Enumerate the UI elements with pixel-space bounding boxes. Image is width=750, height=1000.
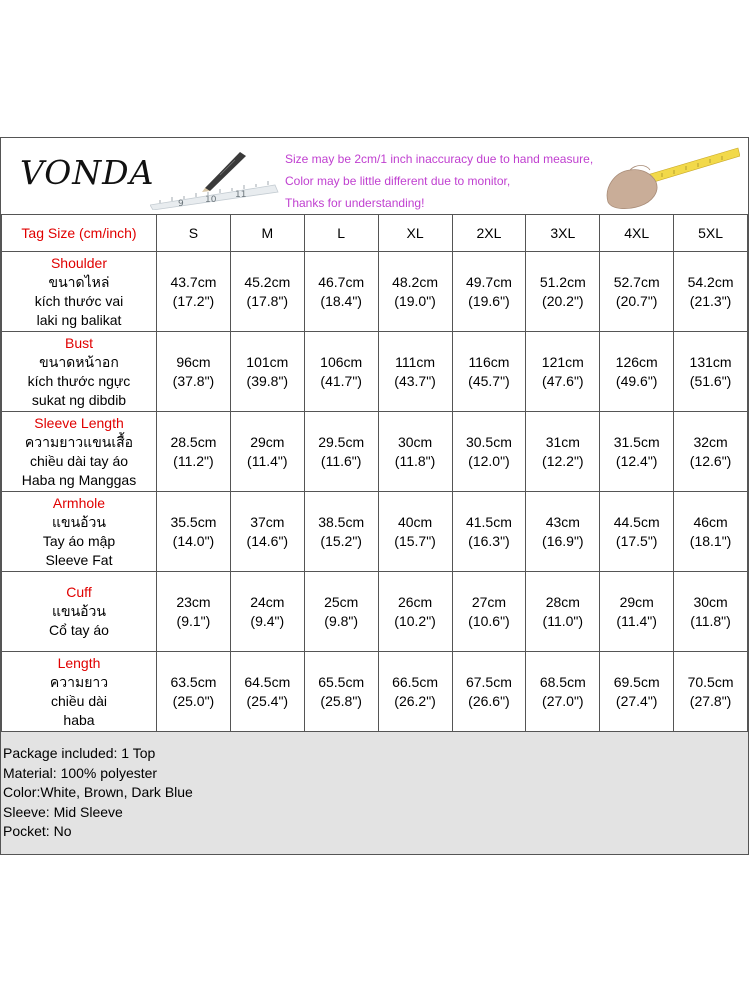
measurement-value-cell bbox=[674, 572, 748, 652]
value-inch: (20.7") bbox=[615, 292, 658, 309]
value-inch: (20.2") bbox=[542, 292, 584, 309]
measurement-translation: ขนาดหน้าอก bbox=[39, 353, 119, 370]
measurement-translation: Cổ tay áo bbox=[49, 622, 109, 638]
measurement-notes bbox=[285, 148, 593, 214]
measurement-value-cell bbox=[452, 252, 526, 332]
measurement-value-cell bbox=[378, 492, 452, 572]
measurement-value-cell bbox=[452, 332, 526, 412]
value-cm: 49.7cm bbox=[465, 273, 512, 290]
value-inch: (39.8") bbox=[246, 372, 289, 389]
value-cm: 66.5cm bbox=[392, 673, 439, 690]
value-cm: 31.5cm bbox=[613, 433, 660, 450]
measurement-value-cell bbox=[600, 332, 674, 412]
value-cm: 43.7cm bbox=[170, 273, 217, 290]
tag-size-header: Tag Size (cm/inch) bbox=[2, 215, 157, 252]
product-info bbox=[1, 732, 748, 854]
value-cm: 31cm bbox=[545, 433, 580, 450]
measurement-value-cell bbox=[600, 492, 674, 572]
value-cm: 41.5cm bbox=[465, 513, 512, 530]
value-cm: 106cm bbox=[320, 353, 363, 370]
measurement-name: Shoulder bbox=[50, 254, 108, 271]
value-cm: 38.5cm bbox=[318, 513, 365, 530]
size-label: 4XL bbox=[600, 215, 674, 252]
value-inch: (11.8") bbox=[394, 452, 436, 469]
value-cm: 29.5cm bbox=[318, 433, 365, 450]
value-inch: (12.0") bbox=[468, 452, 510, 469]
measurement-value-cell bbox=[600, 252, 674, 332]
value-inch: (9.4") bbox=[250, 612, 285, 629]
value-cm: 65.5cm bbox=[318, 673, 365, 690]
value-inch: (14.0") bbox=[172, 532, 215, 549]
value-inch: (11.4") bbox=[616, 612, 657, 629]
measurement-value-cell bbox=[230, 252, 304, 332]
ruler-label-9: 9 bbox=[178, 199, 184, 209]
ruler-pencil-illustration bbox=[150, 150, 280, 210]
info-sleeve: Sleeve: Mid Sleeve bbox=[3, 803, 123, 820]
measurement-value-cell bbox=[452, 652, 526, 732]
size-label: M bbox=[230, 215, 304, 252]
measurement-value-cell bbox=[600, 412, 674, 492]
size-label: 2XL bbox=[452, 215, 526, 252]
brand-logo: VONDA bbox=[20, 153, 155, 192]
value-inch: (25.0") bbox=[172, 692, 215, 709]
value-inch: (9.1") bbox=[176, 612, 211, 629]
measurement-translation: ความยาวแขนเสื้อ bbox=[24, 433, 134, 450]
value-cm: 126cm bbox=[615, 353, 658, 370]
size-label: 3XL bbox=[526, 215, 600, 252]
measurement-row bbox=[2, 652, 748, 732]
measurement-name: Cuff bbox=[66, 584, 92, 600]
value-cm: 121cm bbox=[541, 353, 584, 370]
measurement-value-cell bbox=[526, 572, 600, 652]
value-cm: 70.5cm bbox=[687, 673, 734, 690]
measurement-value-cell bbox=[304, 572, 378, 652]
measurement-value-cell bbox=[378, 332, 452, 412]
measurement-translation: haba bbox=[63, 711, 95, 728]
measurement-translation: kích thước vai bbox=[34, 292, 124, 309]
measurement-value-cell bbox=[157, 492, 231, 572]
measurement-value-cell bbox=[157, 572, 231, 652]
value-cm: 69.5cm bbox=[613, 673, 660, 690]
measurement-row bbox=[2, 492, 748, 572]
measurement-label-cell bbox=[2, 252, 157, 332]
measurement-value-cell bbox=[304, 332, 378, 412]
value-cm: 32cm bbox=[693, 433, 728, 450]
measurement-value-cell bbox=[230, 572, 304, 652]
measurement-translation: sukat ng dibdib bbox=[31, 391, 127, 408]
measurement-value-cell bbox=[378, 572, 452, 652]
size-table bbox=[1, 214, 748, 732]
measurement-value-cell bbox=[674, 652, 748, 732]
value-cm: 25cm bbox=[324, 593, 359, 610]
value-inch: (41.7") bbox=[320, 372, 362, 389]
value-inch: (11.8") bbox=[690, 612, 731, 629]
measurement-value-cell bbox=[674, 332, 748, 412]
value-cm: 63.5cm bbox=[170, 673, 217, 690]
measurement-label-cell bbox=[2, 572, 157, 652]
size-label: L bbox=[304, 215, 378, 252]
measurement-value-cell bbox=[526, 252, 600, 332]
measurement-value-cell bbox=[230, 412, 304, 492]
value-inch: (45.7") bbox=[468, 372, 510, 389]
value-inch: (14.6") bbox=[246, 532, 289, 549]
measurement-value-cell bbox=[230, 652, 304, 732]
note-line: Size may be 2cm/1 inch inaccuracy due to hand measure, bbox=[285, 152, 594, 166]
value-inch: (18.4") bbox=[320, 292, 362, 309]
value-inch: (27.4") bbox=[615, 692, 658, 709]
measurement-translation: Tay áo mập bbox=[42, 532, 116, 549]
measurement-value-cell bbox=[230, 332, 304, 412]
measurement-value-cell bbox=[526, 332, 600, 412]
info-package: Package included: 1 Top bbox=[3, 745, 156, 761]
value-cm: 116cm bbox=[468, 353, 510, 370]
measurement-translation: Sleeve Fat bbox=[45, 551, 113, 568]
measurement-value-cell bbox=[526, 652, 600, 732]
value-inch: (12.4") bbox=[615, 452, 658, 469]
size-label: XL bbox=[378, 215, 452, 252]
value-inch: (10.6") bbox=[468, 612, 510, 629]
value-inch: (37.8") bbox=[172, 372, 215, 389]
measurement-value-cell bbox=[452, 572, 526, 652]
value-inch: (43.7") bbox=[394, 372, 436, 389]
info-pocket: Pocket: No bbox=[3, 823, 72, 839]
measurement-value-cell bbox=[378, 252, 452, 332]
value-inch: (21.3") bbox=[689, 292, 732, 309]
measurement-value-cell bbox=[304, 252, 378, 332]
measurement-label-cell bbox=[2, 412, 157, 492]
value-cm: 101cm bbox=[246, 353, 289, 370]
measurement-value-cell bbox=[157, 652, 231, 732]
measurement-translation: laki ng balikat bbox=[36, 311, 122, 328]
measurement-value-cell bbox=[526, 492, 600, 572]
value-cm: 28cm bbox=[545, 593, 580, 610]
value-inch: (25.8") bbox=[320, 692, 362, 709]
value-cm: 30cm bbox=[397, 433, 433, 450]
measurement-value-cell bbox=[304, 492, 378, 572]
measurement-translation: แขนอ้วน bbox=[51, 513, 106, 530]
measurement-value-cell bbox=[378, 652, 452, 732]
value-cm: 131cm bbox=[689, 353, 732, 370]
measurement-name: Sleeve Length bbox=[34, 414, 124, 431]
value-inch: (11.2") bbox=[173, 452, 214, 469]
info-material: Material: 100% polyester bbox=[3, 764, 158, 781]
value-cm: 64.5cm bbox=[244, 673, 291, 690]
value-cm: 43cm bbox=[545, 513, 580, 530]
value-cm: 24cm bbox=[250, 593, 285, 610]
measurement-value-cell bbox=[526, 412, 600, 492]
measurement-value-cell bbox=[378, 412, 452, 492]
value-cm: 30cm bbox=[693, 593, 728, 610]
value-cm: 111cm bbox=[395, 353, 436, 370]
measurement-translation: chiều dài tay áo bbox=[29, 452, 129, 469]
size-label: 5XL bbox=[674, 215, 748, 252]
value-inch: (47.6") bbox=[542, 372, 584, 389]
value-cm: 29cm bbox=[250, 433, 285, 450]
value-cm: 51.2cm bbox=[539, 273, 586, 290]
value-cm: 68.5cm bbox=[539, 673, 586, 690]
measurement-name: Length bbox=[57, 654, 101, 671]
value-cm: 52.7cm bbox=[613, 273, 660, 290]
measurement-value-cell bbox=[230, 492, 304, 572]
measurement-translation: chiều dài bbox=[50, 692, 108, 709]
value-inch: (49.6") bbox=[615, 372, 658, 389]
value-inch: (17.8") bbox=[246, 292, 289, 309]
value-inch: (19.6") bbox=[468, 292, 510, 309]
measurement-value-cell bbox=[674, 412, 748, 492]
value-inch: (10.2") bbox=[394, 612, 436, 629]
value-cm: 26cm bbox=[397, 593, 433, 610]
measurement-value-cell bbox=[452, 492, 526, 572]
value-inch: (17.2") bbox=[172, 292, 215, 309]
measurement-value-cell bbox=[157, 412, 231, 492]
ruler-label-11: 11 bbox=[235, 190, 247, 200]
measurement-value-cell bbox=[157, 252, 231, 332]
value-cm: 40cm bbox=[397, 513, 433, 530]
value-cm: 30.5cm bbox=[465, 433, 512, 450]
value-inch: (16.3") bbox=[468, 532, 510, 549]
value-inch: (11.0") bbox=[542, 612, 584, 629]
measurement-value-cell bbox=[600, 652, 674, 732]
value-inch: (27.8") bbox=[689, 692, 732, 709]
measurement-value-cell bbox=[674, 252, 748, 332]
measurement-translation: kích thước ngực bbox=[27, 372, 131, 389]
value-inch: (9.8") bbox=[324, 612, 359, 629]
value-cm: 35.5cm bbox=[170, 513, 217, 530]
value-inch: (19.0") bbox=[394, 292, 436, 309]
value-inch: (15.7") bbox=[394, 532, 436, 549]
measurement-label-cell bbox=[2, 492, 157, 572]
hand-measuring-tape-icon bbox=[600, 140, 740, 212]
measurement-label-cell bbox=[2, 332, 157, 412]
value-inch: (27.0") bbox=[542, 692, 584, 709]
value-cm: 45.2cm bbox=[244, 273, 291, 290]
measurement-value-cell bbox=[304, 652, 378, 732]
note-line: Color may be little different due to monitor, bbox=[285, 174, 511, 188]
value-inch: (25.4") bbox=[246, 692, 289, 709]
value-cm: 23cm bbox=[176, 593, 211, 610]
measurement-value-cell bbox=[157, 332, 231, 412]
value-inch: (12.2") bbox=[542, 452, 584, 469]
value-inch: (17.5") bbox=[615, 532, 658, 549]
value-inch: (12.6") bbox=[689, 452, 732, 469]
value-cm: 28.5cm bbox=[170, 433, 217, 450]
value-inch: (18.1") bbox=[689, 532, 732, 549]
value-inch: (26.2") bbox=[394, 692, 436, 709]
measurement-translation: ความยาว bbox=[49, 673, 109, 690]
value-cm: 46.7cm bbox=[318, 273, 365, 290]
measurement-value-cell bbox=[304, 412, 378, 492]
measurement-translation: Haba ng Manggas bbox=[21, 471, 137, 488]
measurement-value-cell bbox=[600, 572, 674, 652]
value-inch: (15.2") bbox=[320, 532, 362, 549]
value-cm: 44.5cm bbox=[613, 513, 660, 530]
value-cm: 29cm bbox=[619, 593, 654, 610]
measurement-name: Armhole bbox=[52, 494, 106, 511]
value-cm: 96cm bbox=[176, 353, 211, 370]
value-inch: (16.9") bbox=[542, 532, 584, 549]
note-line: Thanks for understanding! bbox=[285, 196, 425, 210]
measurement-row bbox=[2, 412, 748, 492]
value-cm: 48.2cm bbox=[392, 273, 439, 290]
size-label: S bbox=[157, 215, 231, 252]
measurement-value-cell bbox=[452, 412, 526, 492]
value-inch: (26.6") bbox=[468, 692, 510, 709]
ruler-label-10: 10 bbox=[205, 195, 217, 205]
value-cm: 67.5cm bbox=[465, 673, 512, 690]
measurement-name: Bust bbox=[64, 334, 93, 351]
value-cm: 54.2cm bbox=[687, 273, 734, 290]
value-inch: (51.6") bbox=[689, 372, 732, 389]
measurement-row bbox=[2, 332, 748, 412]
value-cm: 27cm bbox=[471, 593, 507, 610]
value-cm: 46cm bbox=[693, 513, 728, 530]
measurement-row bbox=[2, 572, 748, 652]
value-inch: (11.4") bbox=[247, 452, 288, 469]
value-inch: (11.6") bbox=[320, 452, 362, 469]
measurement-row bbox=[2, 252, 748, 332]
measurement-translation: แขนอ้วน bbox=[51, 603, 106, 619]
info-color: Color:White, Brown, Dark Blue bbox=[3, 784, 193, 800]
measurement-value-cell bbox=[674, 492, 748, 572]
size-header-row bbox=[2, 215, 748, 252]
measurement-translation: ขนาดไหล่ bbox=[48, 273, 110, 290]
measurement-label-cell bbox=[2, 652, 157, 732]
value-cm: 37cm bbox=[250, 513, 285, 530]
